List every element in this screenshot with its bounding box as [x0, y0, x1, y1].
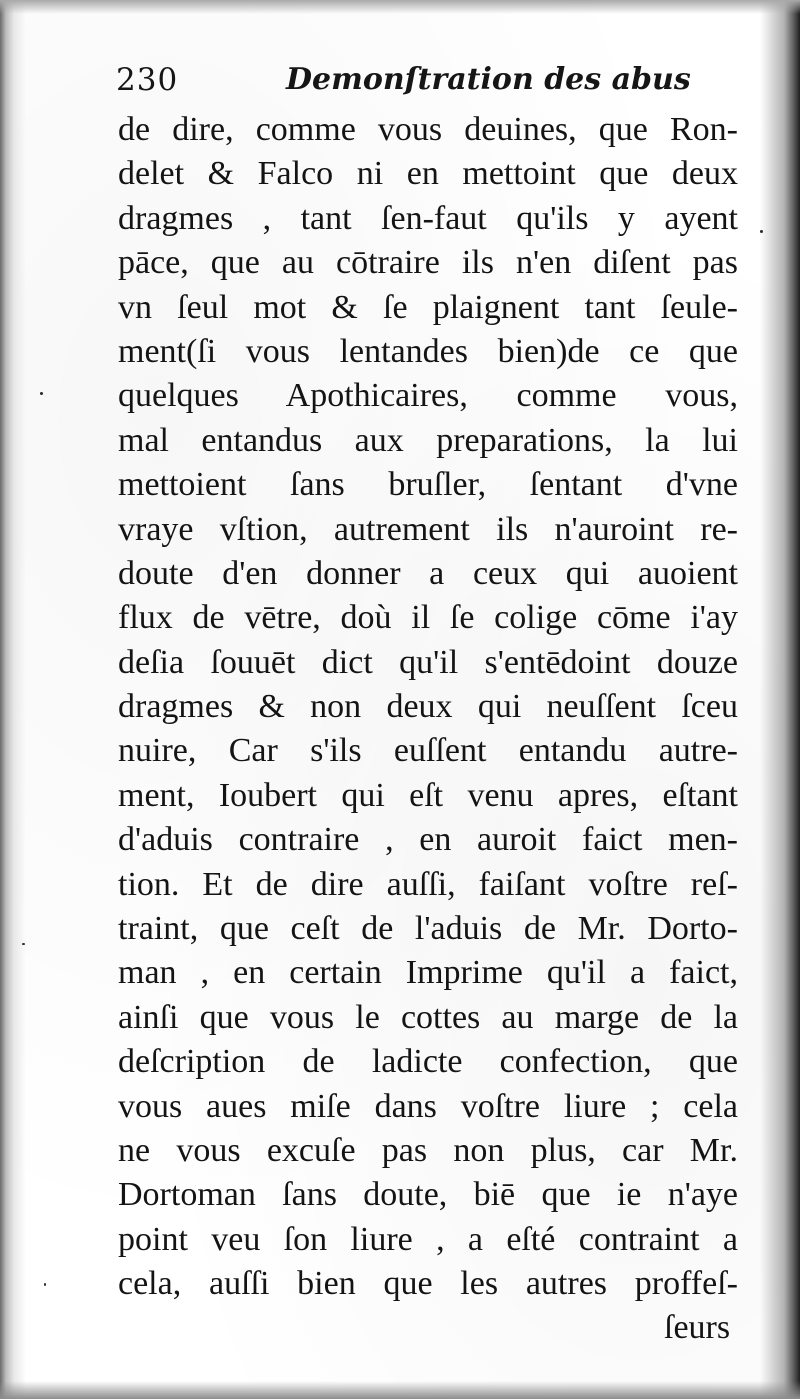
text-line: flux de vētre, doù il ſe colige cōme i'ay — [118, 599, 738, 637]
text-line: deſia ſouuēt dict qu'il s'entēdoint douze — [118, 643, 738, 681]
ink-speck — [760, 230, 763, 233]
text-line: delet & Falco ni en mettoint que deux — [118, 155, 738, 193]
text-line: Dortoman ſans doute, biē que ie n'aye — [118, 1176, 738, 1214]
page-top-edge-shadow — [0, 0, 800, 14]
text-line: ment(ſi vous lentandes bien)de ce que — [118, 332, 738, 370]
text-line: mettoient ſans bruſler, ſentant d'vne — [118, 466, 738, 504]
page-left-edge-shadow — [0, 0, 26, 1399]
text-line: tion. Et de dire auſſi, faiſant voſtre reſ- — [118, 865, 738, 903]
text-line: dragmes & non deux qui neuſſent ſceu — [118, 688, 738, 726]
text-line: quelques Apothicaires, comme vous, — [118, 377, 738, 415]
text-line: de dire, comme vous deuines, que Ron- — [118, 111, 738, 148]
page-bottom-edge-shadow — [0, 1381, 800, 1399]
text-line: point veu ſon liure , a eſté contraint a — [118, 1220, 738, 1258]
text-line: ment, Ioubert qui eſt venu apres, eſtant — [118, 776, 738, 814]
text-line: vous aues miſe dans voſtre liure ; cela — [118, 1087, 738, 1125]
page-right-edge-shadow — [760, 0, 800, 1399]
text-line: mal entandus aux preparations, la lui — [118, 421, 738, 459]
text-line: doute d'en donner a ceux qui auoient — [118, 554, 738, 592]
text-line: dragmes , tant ſen-faut qu'ils y ayent — [118, 199, 738, 237]
text-line: deſcription de ladicte confection, que — [118, 1043, 738, 1081]
text-line: vraye vſtion, autrement ils n'auroint re- — [118, 510, 738, 548]
text-line: man , en certain Imprime qu'il a faict, — [118, 954, 738, 992]
catchword: ſeurs — [664, 1309, 731, 1346]
text-line: nuire, Car s'ils euſſent entandu autre- — [118, 732, 738, 770]
ink-speck — [40, 392, 43, 395]
text-line: cela, auſſi bien que les autres proffeſ- — [118, 1265, 738, 1303]
text-line: ne vous excuſe pas non plus, car Mr. — [118, 1131, 738, 1169]
text-line: traint, que ceſt de l'aduis de Mr. Dorto- — [118, 910, 738, 948]
text-line: pāce, que au cōtraire ils n'en diſent pas — [118, 244, 738, 282]
text-line: ainſi que vous le cottes au marge de la — [118, 998, 738, 1036]
page-header — [116, 60, 736, 104]
text-line: vn ſeul mot & ſe plaignent tant ſeule- — [118, 288, 738, 326]
ink-speck — [22, 943, 25, 945]
body-text — [118, 108, 738, 1307]
running-title: Demonſtration des abus — [286, 62, 691, 97]
page-number: 230 — [116, 62, 179, 98]
ink-speck — [44, 1283, 46, 1286]
text-line: d'aduis contraire , en auroit faict men- — [118, 821, 738, 859]
